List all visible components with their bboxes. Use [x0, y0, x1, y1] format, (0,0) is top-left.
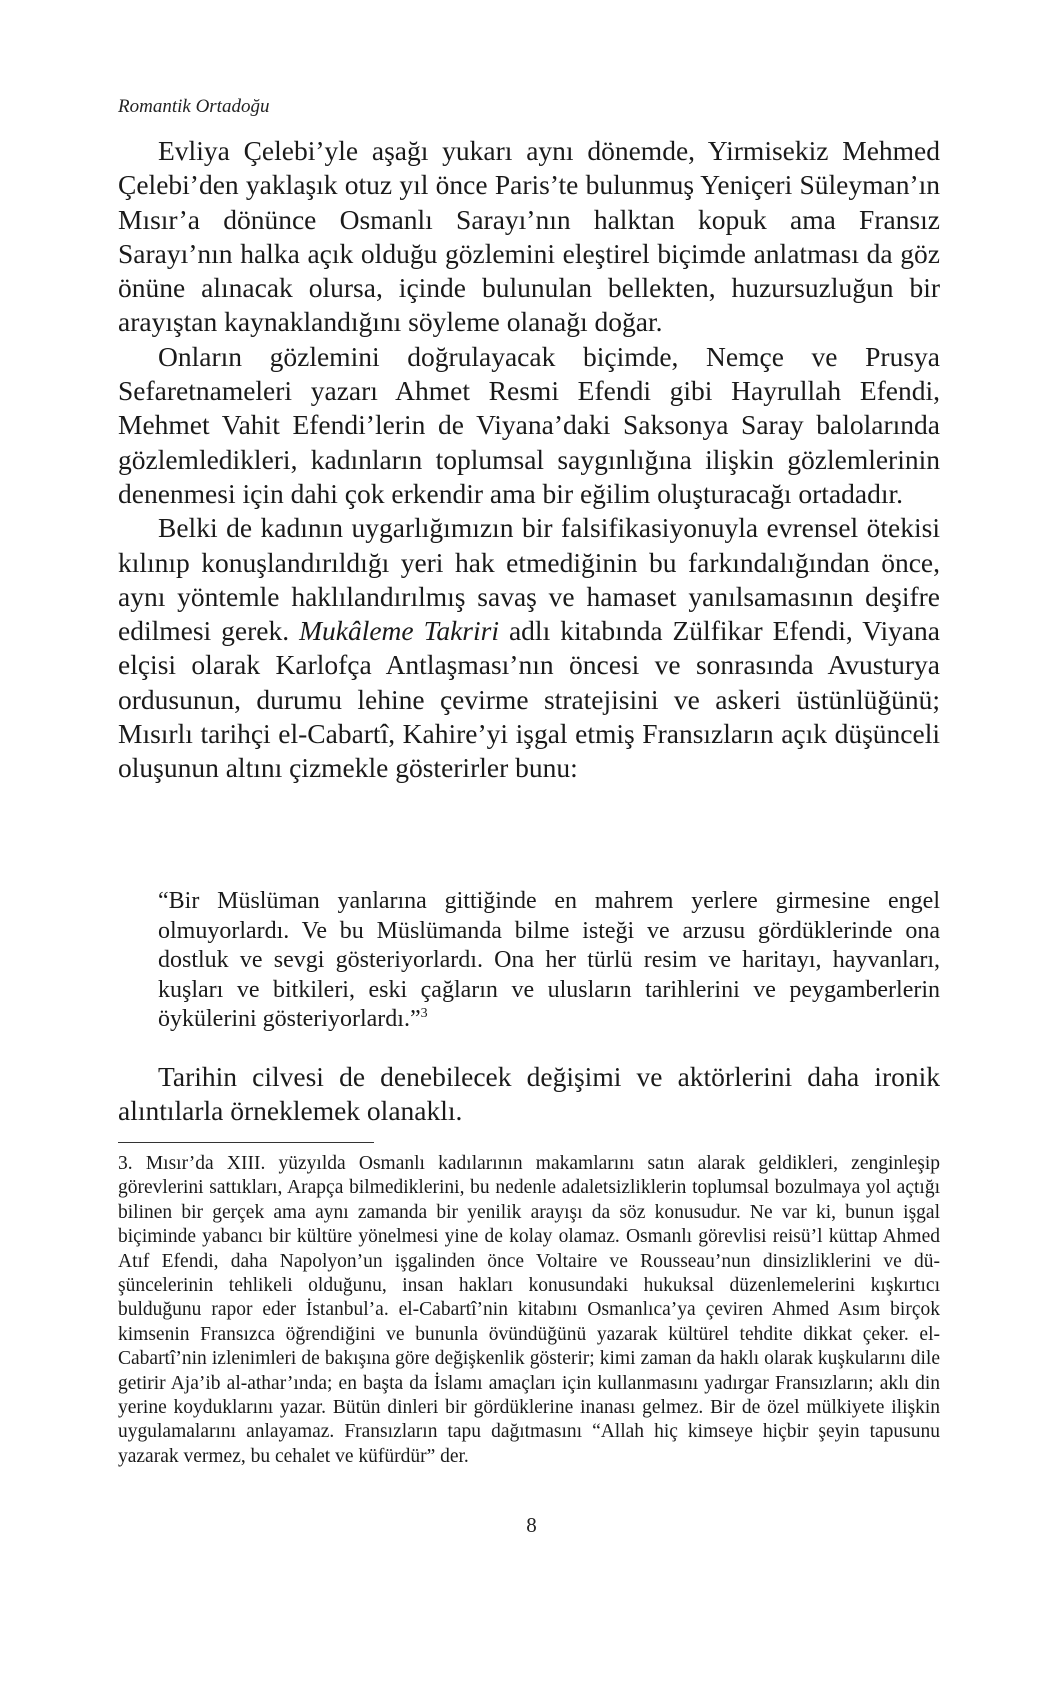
- footnote-divider: [118, 1142, 374, 1143]
- paragraph-1: Evliya Çelebi’yle aşağı yukarı aynı dönemde, Yirmisekiz Mehmed Çelebi’den yaklaşık otuz yıl önce Paris’te bulunmuş Yeniçeri Süleyman’ın Mısır’a dönünce Osmanlı Sarayı’nın halktan kopuk ama Fransız Sarayı’nın halka açık olduğu gözlemini eleştirel biçimde anlatması da göz önüne alınacak olursa, içinde bulunulan bellekten, huzursuzluğun bir arayıştan kaynaklandığını söyleme olanağı doğar.: [118, 135, 940, 338]
- block-quote: [158, 887, 940, 1035]
- quote-text: “Bir Müslüman yanlarına gittiğinde en mahrem yerlere girmesine engel olmuyorlardı. Ve bu Müslümanda bilme isteği ve arzusu gördüklerinde ona dostluk ve sevgi gösteriyorlardı. Ona her türlü resim ve haritayı, hayvanları, kuşları ve bitkileri, eski çağların ve ulusların tarihlerini ve peygamberlerin öykülerini gösteriyorlardı.”: [158, 888, 940, 1033]
- footnote-3: 3. Mısır’da XIII. yüzyılda Osmanlı kadılarının makamlarını satın alarak geldikleri, zenginleşip görevlerini sattıkları, Arapça bilmediklerini, bu nedenle adaletsizliklerin toplumsal bozulmaya yol açtığı bilinen bir gerçek ama aynı zamanda bir yenilik arayışı da söz konusudur. Ne var ki, bunun işgal biçiminde yabancı bir kültüre yönelmesi yine de kolay olamaz. Osmanlı görevlisi reisü’l küttap Ahmed Atıf Efendi, daha Napolyon’un işgalinden önce Voltaire ve Rousseau’nun dinsizliklerini ve düşüncelerinin tehlikeli olduğunu, insan hakları konusundaki hukuksal düzenlemelerini kışkırtıcı bulduğunu rapor eder İstanbul’a. el-Cabartî’nin kitabını Osmanlıca’ya çeviren Ahmed Asım birçok kimsenin Fransızca öğrendiğini ve bununla övündüğünü yazarak kültürel tehdite dikkat çeker. el-Cabartî’nin izlenimleri de bakışına göre değişkenlik gösterir; kimi zaman da haklı olarak kuşkularını dile getirir Aja’ib al-athar’ında; en başta da İslamı amaçları için kullanmasını yadırgar Fransızların; aklı din yerine koyduklarını yazar. Bütün dinleri bir gördüklerine inanası gelmez. Bir de özel mülkiyete ilişkin uygulamalarını anlayamaz. Fransızların tapu dağıtmasını “Allah hiç kimseye hiçbir şeyin tapusunu yazarak vermez, bu cehalet ve küfürdür” der.: [118, 1153, 940, 1467]
- footnote-reference: 3: [420, 1006, 428, 1022]
- paragraph-3-part-2: adlı kitabında Zülfikar Efendi, Viyana elçisi olarak Karlofça Antlaşması’nın öncesi ve sonrasında Avusturya ordusunun, durumu lehine çevirme stratejisini ve askeri üstünlüğünü; Mısırlı tarihçi el-Cabartî, Kahire’yi işgal etmiş Fransızların açık düşünceli oluşunun altını çizmekle gösterirler bunu:: [118, 615, 940, 784]
- running-head: Romantik Ortadoğu: [118, 96, 270, 117]
- closing-text: [118, 1060, 940, 1129]
- book-title-italic: Mukâleme Takriri: [299, 615, 499, 647]
- paragraph-4: Tarihin cilvesi de denebilecek değişimi ve aktörlerini daha ironik alıntılarla örneklemek olanaklı.: [118, 1061, 940, 1127]
- main-text: [118, 134, 940, 786]
- paragraph-3-part-1: Belki de kadının uygarlığımızın bir falsifikasiyonuyla evrensel ötekisi kılınıp konuşlandırıldığı yeri hak etmediğinin bu farkındalığından önce, aynı yöntemle haklılandırılmış savaş ve hamaset yanılsamasının deşifre edilmesi gerek.: [118, 512, 940, 647]
- page-number: 8: [526, 1513, 537, 1537]
- footnote: [118, 1152, 940, 1469]
- paragraph-3: [118, 511, 940, 785]
- paragraph-2: Onların gözlemini doğrulayacak biçimde, Nemçe ve Prusya Sefaretnameleri yazarı Ahmet Resmi Efendi gibi Hayrullah Efendi, Mehmet Vahit Efendi’lerin de Viyana’daki Saksonya Saray balolarında gözlemledikleri, kadınların toplumsal saygınlığına ilişkin gözlemlerinin denenmesi için dahi çok erkendir ama bir eğilim oluşturacağı ortadadır.: [118, 340, 940, 509]
- quote-paragraph: [158, 887, 940, 1035]
